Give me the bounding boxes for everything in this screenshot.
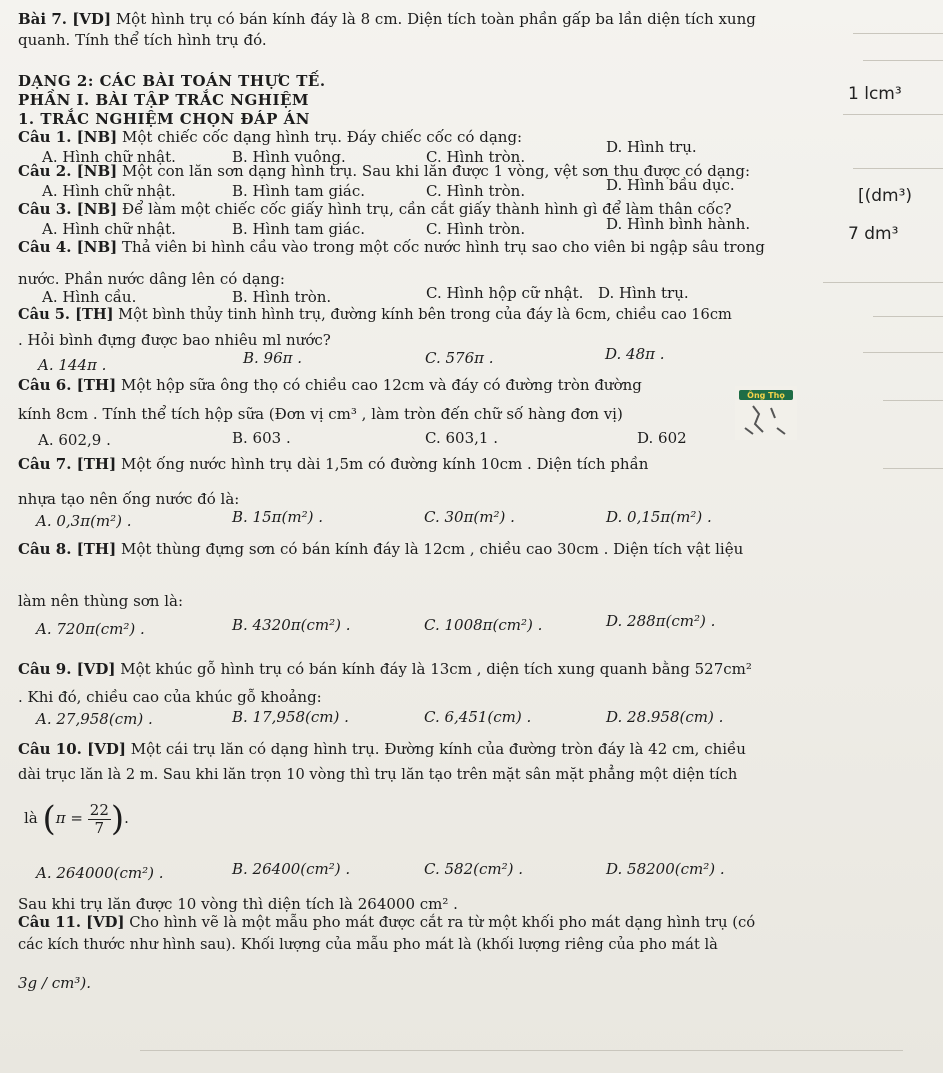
q3-option-c: C. Hình tròn. bbox=[426, 220, 526, 238]
q1-option-c: C. Hình tròn. bbox=[426, 148, 526, 166]
paper-rule bbox=[883, 400, 943, 401]
q4-option-b: B. Hình tròn. bbox=[232, 288, 332, 306]
q6-option-b: B. 603 . bbox=[232, 429, 291, 447]
q10-option-c: C. 582(cm²) . bbox=[424, 860, 523, 878]
q9-option-c: C. 6,451(cm) . bbox=[424, 708, 532, 726]
q2-option-b: B. Hình tam giác. bbox=[232, 182, 366, 200]
q10-option-d: D. 58200(cm²) . bbox=[606, 860, 725, 878]
section-heading-phan1: PHẦN I. BÀI TẬP TRẮC NGHIỆM bbox=[18, 91, 310, 109]
q8-stem-line2: làm nên thùng sơn là: bbox=[18, 592, 184, 610]
paper-rule bbox=[863, 60, 943, 61]
q11-stem-line1: Câu 11. [VD] Cho hình vẽ là một mẫu pho mát được cắt ra từ một khối pho mát dạng hình trụ (có bbox=[18, 914, 756, 931]
q7-stem-line2: nhựa tạo nên ống nước đó là: bbox=[18, 490, 240, 508]
q5-option-d: D. 48π . bbox=[605, 345, 665, 363]
q10-stem-line1: Câu 10. [VD] Một cái trụ lăn có dạng hình trụ. Đường kính của đường tròn đáy là 42 cm, chiều bbox=[18, 740, 746, 758]
q10-la-label: là bbox=[24, 809, 38, 827]
paper-rule bbox=[843, 114, 943, 115]
handwritten-note-3: 7 dm³ bbox=[848, 224, 899, 244]
q1-stem: Câu 1. [NB] Một chiếc cốc dạng hình trụ. Đáy chiếc cốc có dạng: bbox=[18, 128, 523, 146]
q4-stem-line1: Câu 4. [NB] Thả viên bi hình cầu vào trong một cốc nước hình trụ sao cho viên bi ngập sâu trong bbox=[18, 238, 765, 256]
question-label: Câu 10. [VD] bbox=[18, 740, 126, 758]
open-paren: ( bbox=[42, 799, 56, 839]
q10-frac-tail: . bbox=[124, 809, 129, 827]
q9-option-a: A. 27,958(cm) . bbox=[36, 710, 153, 728]
q7-option-a: A. 0,3π(m²) . bbox=[36, 512, 132, 530]
handwritten-note-2: [(dm³) bbox=[858, 186, 913, 206]
q8-option-d: D. 288π(cm²) . bbox=[606, 612, 716, 630]
question-label: Câu 1. [NB] bbox=[18, 128, 118, 146]
q11-stem-line3: 3g / cm³). bbox=[18, 974, 91, 992]
q5-stem-line1: Câu 5. [TH] Một bình thủy tinh hình trụ, đường kính bên trong của đáy là 6cm, chiều cao 16cm bbox=[18, 306, 732, 323]
q4-option-a: A. Hình cầu. bbox=[42, 288, 137, 306]
q2-stem: Câu 2. [NB] Một con lăn sơn dạng hình trụ. Sau khi lăn được 1 vòng, vệt sơn thu được có dạng: bbox=[18, 162, 751, 180]
q3-option-a: A. Hình chữ nhật. bbox=[42, 220, 176, 238]
q4-stem-line2: nước. Phần nước dâng lên có dạng: bbox=[18, 270, 285, 288]
paper-rule bbox=[883, 468, 943, 469]
fraction-numerator: 22 bbox=[89, 800, 109, 819]
question-label: Câu 5. [TH] bbox=[18, 306, 114, 323]
q2-option-d: D. Hình bầu dục. bbox=[606, 176, 735, 194]
q9-option-d: D. 28.958(cm) . bbox=[606, 708, 724, 726]
q9-stem-line1: Câu 9. [VD] Một khúc gỗ hình trụ có bán kính đáy là 13cm , diện tích xung quanh bằng 527cm² bbox=[18, 660, 752, 678]
handwritten-note-1: 1 lcm³ bbox=[848, 84, 902, 104]
q6-stem-line1: Câu 6. [TH] Một hộp sữa ông thọ có chiều cao 12cm và đáy có đường tròn đường bbox=[18, 376, 642, 394]
q5-option-a: A. 144π . bbox=[38, 356, 107, 374]
bottom-rule bbox=[140, 1050, 903, 1051]
question-label: Câu 6. [TH] bbox=[18, 376, 117, 394]
q3-option-b: B. Hình tam giác. bbox=[232, 220, 366, 238]
bai7-line1: Bài 7. [VD] Một hình trụ có bán kính đáy là 8 cm. Diện tích toàn phần gấp ba lần diện tích xung bbox=[18, 10, 756, 28]
q2-option-a: A. Hình chữ nhật. bbox=[42, 182, 176, 200]
q5-option-c: C. 576π . bbox=[425, 349, 494, 367]
q10-option-a: A. 264000(cm²) . bbox=[36, 864, 164, 882]
milk-can-image bbox=[733, 384, 799, 442]
question-label: Câu 2. [NB] bbox=[18, 162, 118, 180]
bai7-line2: quanh. Tính thể tích hình trụ đó. bbox=[18, 31, 267, 49]
q6-option-c: C. 603,1 . bbox=[425, 429, 498, 447]
q7-option-b: B. 15π(m²) . bbox=[232, 508, 323, 526]
q7-option-c: C. 30π(m²) . bbox=[424, 508, 515, 526]
q4-option-d: D. Hình trụ. bbox=[598, 284, 689, 302]
question-label: Câu 4. [NB] bbox=[18, 238, 118, 256]
close-paren: ) bbox=[110, 799, 125, 839]
paper-rule bbox=[853, 33, 943, 34]
q7-stem-line1: Câu 7. [TH] Một ống nước hình trụ dài 1,5m có đường kính 10cm . Diện tích phần bbox=[18, 455, 649, 473]
q10-stem-line2: dài trục lăn là 2 m. Sau khi lăn trọn 10 vòng thì trụ lăn tạo trên mặt sân mặt phẳng một diện tích bbox=[18, 766, 738, 783]
q8-option-a: A. 720π(cm²) . bbox=[36, 620, 145, 638]
fraction-denominator: 7 bbox=[94, 818, 105, 837]
q2-option-c: C. Hình tròn. bbox=[426, 182, 526, 200]
q10-pi-fraction bbox=[88, 802, 111, 837]
q9-option-b: B. 17,958(cm) . bbox=[232, 708, 349, 726]
question-label: Câu 3. [NB] bbox=[18, 200, 118, 218]
paper-rule bbox=[853, 168, 943, 169]
q1-option-d: D. Hình trụ. bbox=[606, 138, 697, 156]
q4-option-c: C. Hình hộp cữ nhật. bbox=[426, 284, 584, 302]
question-label: Câu 11. [VD] bbox=[18, 914, 125, 931]
q6-option-a: A. 602,9 . bbox=[38, 431, 111, 449]
paper-rule bbox=[873, 316, 943, 317]
q10-pi-approx bbox=[24, 798, 129, 842]
q5-stem-line2: . Hỏi bình đựng được bao nhiêu ml nước? bbox=[18, 331, 331, 349]
question-label: Câu 9. [VD] bbox=[18, 660, 116, 678]
q8-option-b: B. 4320π(cm²) . bbox=[232, 616, 351, 634]
q1-option-b: B. Hình vuông. bbox=[232, 148, 346, 166]
q1-option-a: A. Hình chữ nhật. bbox=[42, 148, 176, 166]
question-label: Câu 8. [TH] bbox=[18, 540, 117, 558]
q10-after-note: Sau khi trụ lăn được 10 vòng thì diện tích là 264000 cm² . bbox=[18, 895, 458, 913]
section-heading-muc1: 1. TRẮC NGHIỆM CHỌN ĐÁP ÁN bbox=[18, 110, 310, 128]
milk-can-brand-text: Ông Thọ bbox=[747, 391, 785, 400]
section-heading-dang2: DẠNG 2: CÁC BÀI TOÁN THỰC TẾ. bbox=[18, 72, 326, 90]
q11-stem-line2: các kích thước như hình sau). Khối lượng của mẫu pho mát là (khối lượng riêng của pho mát là bbox=[18, 936, 718, 953]
q5-option-b: B. 96π . bbox=[243, 349, 303, 367]
q8-stem-line1: Câu 8. [TH] Một thùng đựng sơn có bán kính đáy là 12cm , chiều cao 30cm . Diện tích vật liệu bbox=[18, 540, 744, 558]
q3-stem: Câu 3. [NB] Để làm một chiếc cốc giấy hình trụ, cần cắt giấy thành hình gì để làm thân cốc? bbox=[18, 200, 732, 218]
question-label: Câu 7. [TH] bbox=[18, 455, 117, 473]
q3-option-d: D. Hình bình hành. bbox=[606, 215, 751, 233]
q10-option-b: B. 26400(cm²) . bbox=[232, 860, 351, 878]
q9-stem-line2: . Khi đó, chiều cao của khúc gỗ khoảng: bbox=[18, 688, 322, 706]
q6-stem-line2: kính 8cm . Tính thể tích hộp sữa (Đơn vị cm³ , làm tròn đến chữ số hàng đơn vị) bbox=[18, 405, 623, 423]
q10-pi-eq: π = bbox=[55, 809, 83, 827]
q7-option-d: D. 0,15π(m²) . bbox=[606, 508, 712, 526]
q6-option-d: D. 602 bbox=[637, 429, 687, 447]
paper-rule bbox=[823, 282, 943, 283]
q8-option-c: C. 1008π(cm²) . bbox=[424, 616, 543, 634]
question-label: Bài 7. [VD] bbox=[18, 10, 112, 28]
paper-rule bbox=[863, 352, 943, 353]
